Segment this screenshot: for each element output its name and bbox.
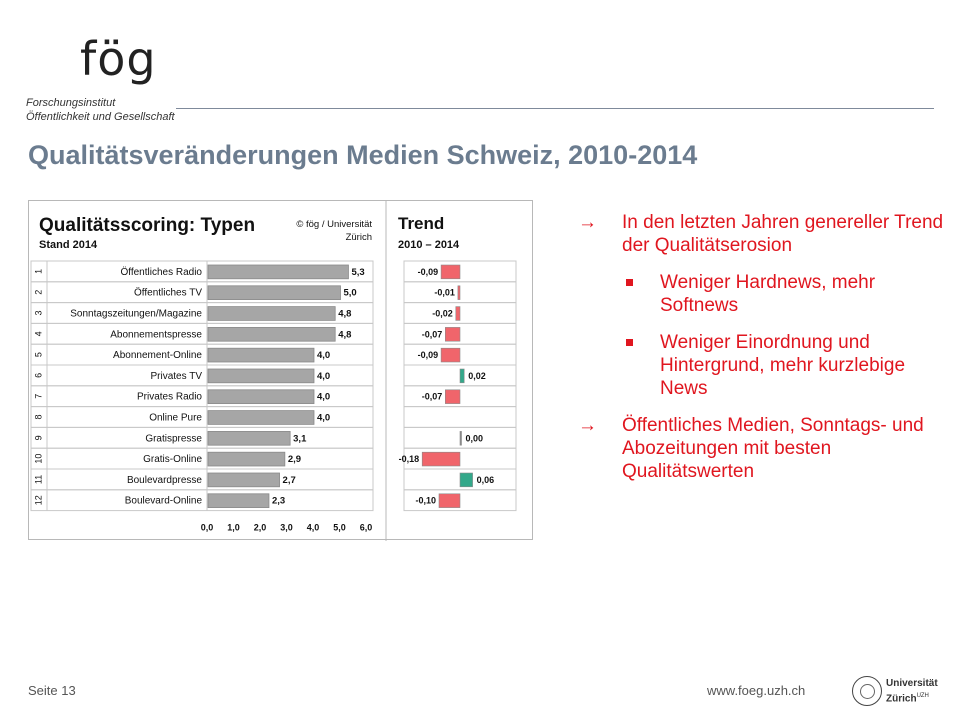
trend-bar	[422, 452, 460, 466]
slide-title: Qualitätsveränderungen Medien Schweiz, 2010-2014	[28, 140, 698, 170]
category-label: Abonnement-Online	[113, 350, 202, 362]
trend-title: Trend	[398, 214, 445, 233]
category-label: Boulevardpresse	[126, 474, 202, 486]
sub-bullet-item	[578, 271, 948, 317]
x-tick-label: 6,0	[359, 522, 373, 533]
trend-bar	[441, 348, 460, 362]
category-label: Öffentliches Radio	[120, 266, 202, 278]
category-label: Gratispresse	[145, 433, 202, 445]
trend-value-label: 0,02	[468, 370, 486, 381]
bar-value-label: 4,0	[317, 391, 331, 403]
bar-value-label: 2,9	[287, 454, 302, 466]
uzh-logo	[852, 676, 942, 708]
rank-label: 12	[33, 495, 44, 506]
bar-value-label: 2,3	[271, 495, 286, 507]
arrow-icon: →	[578, 212, 597, 233]
uzh-city: Zürich	[886, 693, 917, 705]
sub-bullet-text: Weniger Einordnung und Hintergrund, mehr kurzlebige News	[660, 332, 906, 399]
category-label: Privates Radio	[136, 391, 202, 403]
trend-value-label: -0,07	[421, 329, 443, 340]
bar	[208, 452, 285, 466]
bar	[208, 286, 341, 300]
chart-svg	[29, 201, 534, 541]
trend-value-label: -0,09	[417, 350, 439, 361]
x-tick-label: 2,0	[253, 522, 267, 533]
category-label: Gratis-Online	[143, 454, 202, 466]
logo-line-1: Forschungsinstitut	[26, 97, 116, 109]
category-label: Öffentliches TV	[134, 287, 202, 299]
logo-line-2: Öffentlichkeit und Gesellschaft	[26, 111, 175, 123]
trend-bar	[439, 494, 460, 508]
rank-label: 1	[33, 268, 44, 274]
trend-bar	[458, 286, 460, 300]
trend-bar	[441, 265, 460, 279]
x-tick-label: 4,0	[306, 522, 320, 533]
trend-bar	[456, 307, 460, 321]
bullet-item	[578, 211, 948, 257]
chart-image	[28, 200, 533, 540]
foeg-logo	[26, 32, 175, 124]
rank-label: 3	[33, 310, 44, 316]
rank-label: 6	[33, 372, 44, 378]
chart-title: Qualitätsscoring: Typen	[39, 215, 256, 236]
table-row	[31, 490, 373, 511]
trend-row	[404, 407, 516, 428]
page-number: Seite 13	[28, 683, 76, 698]
rank-label: 5	[33, 352, 44, 358]
chart-copyright: Zürich	[345, 232, 372, 243]
rank-label: 10	[33, 453, 44, 464]
bullet-text: In den letzten Jahren genereller Trend der Qualitätserosion	[622, 212, 944, 256]
trend-value-label: -0,01	[434, 287, 455, 298]
chart-copyright: © fög / Universität	[296, 219, 372, 230]
rank-label: 9	[33, 435, 44, 441]
trend-bar	[460, 473, 473, 487]
uzh-seal-icon	[852, 676, 882, 706]
square-bullet-icon	[626, 339, 633, 346]
rank-label: 11	[33, 474, 44, 485]
bar-value-label: 4,0	[317, 370, 331, 382]
bullet-list	[578, 211, 948, 497]
trend-value-label: -0,10	[415, 495, 436, 506]
rank-label: 7	[33, 393, 44, 399]
bar-value-label: 4,0	[317, 350, 331, 362]
bar-value-label: 5,0	[343, 287, 357, 299]
bar	[208, 390, 314, 404]
category-label: Abonnementspresse	[110, 329, 202, 341]
table-row	[31, 469, 373, 490]
sub-bullet-text: Weniger Hardnews, mehr Softnews	[660, 272, 876, 316]
arrow-icon: →	[578, 415, 597, 436]
chart-subtitle: Stand 2014	[39, 239, 98, 251]
header-rule	[176, 108, 934, 109]
bullet-item	[578, 414, 948, 483]
category-label: Privates TV	[150, 370, 202, 382]
bar-value-label: 5,3	[351, 266, 365, 278]
footer-url: www.foeg.uzh.ch	[707, 683, 806, 698]
bar	[208, 473, 280, 487]
table-row	[31, 427, 373, 448]
uzh-sup: UZH	[916, 693, 929, 699]
trend-value-label: 0,06	[476, 474, 495, 485]
table-row	[31, 448, 373, 469]
rank-label: 2	[33, 289, 44, 295]
category-label: Boulevard-Online	[124, 495, 202, 507]
trend-value-label: -0,09	[417, 266, 439, 277]
trend-bar	[445, 327, 460, 341]
trend-value-label: -0,02	[432, 308, 453, 319]
trend-bar	[460, 369, 464, 383]
bar	[208, 348, 314, 362]
logo-mark: fög	[80, 32, 157, 86]
sub-bullet-item	[578, 331, 948, 400]
bar	[208, 494, 269, 508]
trend-bar	[460, 431, 462, 445]
bar	[208, 431, 290, 445]
trend-subtitle: 2010 – 2014	[398, 239, 460, 251]
uzh-wordmark	[886, 678, 938, 705]
x-tick-label: 1,0	[227, 522, 240, 533]
bar	[208, 307, 335, 321]
bar-value-label: 3,1	[293, 433, 307, 445]
rank-label: 8	[33, 414, 44, 420]
trend-value-label: -0,18	[398, 454, 420, 465]
rank-label: 4	[33, 331, 44, 337]
bar	[208, 369, 314, 383]
bullet-text: Öffentliches Medien, Sonntags- und Abozeitungen mit besten Qualitätswerten	[622, 415, 924, 482]
bar	[208, 327, 335, 341]
x-tick-label: 0,0	[200, 522, 214, 533]
trend-value-label: -0,07	[421, 391, 443, 402]
x-tick-label: 3,0	[280, 522, 293, 533]
trend-value-label: 0,00	[465, 433, 484, 444]
bar-value-label: 4,8	[338, 329, 352, 341]
bar-value-label: 4,0	[317, 412, 331, 424]
category-label: Online Pure	[149, 412, 202, 424]
uzh-name: Universität	[886, 678, 938, 689]
trend-bar	[445, 390, 460, 404]
x-tick-label: 5,0	[333, 522, 346, 533]
square-bullet-icon	[626, 279, 633, 286]
bar-value-label: 4,8	[338, 308, 352, 320]
bar-value-label: 2,7	[282, 474, 296, 486]
bar	[208, 411, 314, 425]
category-label: Sonntagszeitungen/Magazine	[70, 308, 202, 320]
bar	[208, 265, 348, 279]
